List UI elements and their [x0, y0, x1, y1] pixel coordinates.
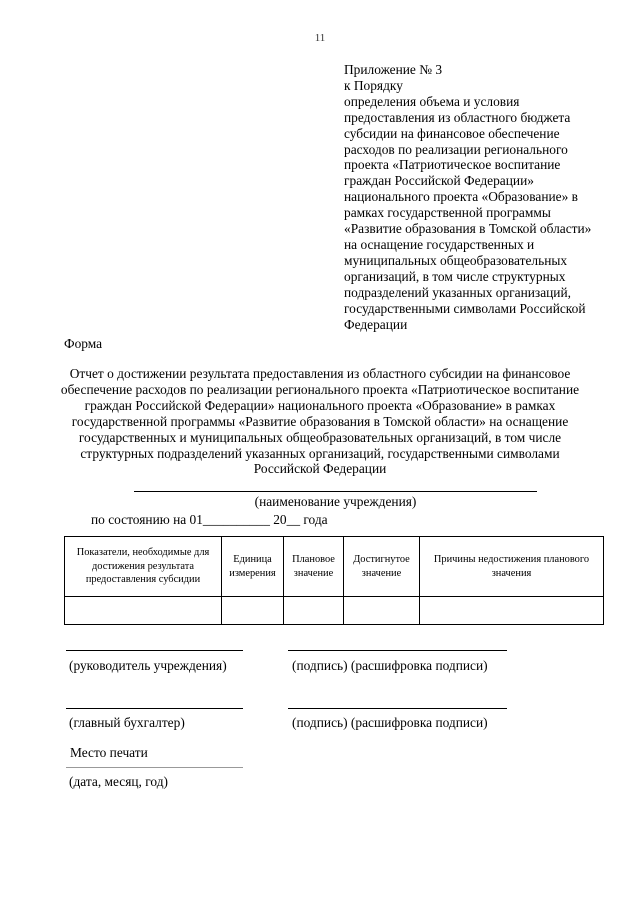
table-row: [65, 597, 604, 625]
appendix-line: проекта «Патриотическое воспитание: [344, 157, 561, 173]
org-name-caption: (наименование учреждения): [254, 494, 417, 509]
org-name-underline: [134, 491, 537, 492]
appendix-line: субсидии на финансовое обеспечение: [344, 125, 560, 141]
table-cell: [222, 597, 284, 625]
appendix-line: на оснащение государственных и: [344, 236, 535, 252]
header-indicators: Показатели, необходимые для достижения результата предоставления субсидии: [65, 537, 222, 597]
seal-place: Место печати: [70, 745, 148, 760]
report-title-line: граждан Российской Федерации» национального проекта «Образование» в рамках: [84, 397, 556, 413]
header-achieved: Достигнутое значение: [344, 537, 420, 597]
header-planned: Плановое значение: [284, 537, 344, 597]
appendix-line: Федерации: [344, 316, 408, 332]
appendix-line: национального проекта «Образование» в: [344, 189, 578, 205]
appendix-line: муниципальных общеобразовательных: [344, 252, 568, 268]
report-title-line: государственных и муниципальных общеобразовательных организаций, в том числе: [78, 429, 562, 445]
report-title-line: структурных подразделений указанных организаций, государственными символами: [80, 445, 560, 461]
appendix-line: «Развитие образования в Томской области»: [344, 221, 592, 237]
table-cell: [420, 597, 604, 625]
report-title-line: Российской Федерации: [253, 461, 387, 477]
appendix-line: граждан Российской Федерации»: [344, 173, 534, 189]
as-of-date-line: по состоянию на 01__________ 20__ года: [91, 512, 328, 527]
accountant-signature-line: [66, 708, 243, 709]
report-table: [64, 536, 604, 625]
head-caption: (руководитель учреждения): [69, 658, 227, 673]
appendix-block: [344, 62, 614, 332]
appendix-line: предоставления из областного бюджета: [344, 109, 571, 125]
appendix-line: государственными символами Российской: [344, 300, 586, 316]
accountant-caption: (главный бухгалтер): [69, 715, 185, 730]
header-reasons: Причины недостижения планового значения: [420, 537, 604, 597]
report-title: [60, 366, 580, 477]
head-sign-decode-line: [288, 650, 507, 651]
table-header-row: [65, 537, 604, 597]
appendix-line: подразделений указанных организаций,: [344, 284, 571, 300]
accountant-sign-caption: (подпись) (расшифровка подписи): [292, 715, 488, 730]
date-caption: (дата, месяц, год): [69, 774, 168, 789]
head-sign-caption: (подпись) (расшифровка подписи): [292, 658, 488, 673]
table-cell: [284, 597, 344, 625]
appendix-line: к Порядку: [344, 77, 403, 93]
page-number: 11: [314, 32, 326, 44]
appendix-line: организаций, в том числе структурных: [344, 268, 566, 284]
table-cell: [344, 597, 420, 625]
appendix-line: определения объема и условия: [344, 93, 520, 109]
accountant-sign-decode-line: [288, 708, 507, 709]
form-label: Форма: [64, 336, 103, 351]
report-title-line: обеспечение расходов по реализации регионального проекта «Патриотическое воспитание: [60, 381, 580, 397]
table-cell: [65, 597, 222, 625]
appendix-line: расходов по реализации регионального: [344, 141, 568, 157]
head-signature-line: [66, 650, 243, 651]
report-title-line: Отчет о достижении результата предоставления из областного субсидии на финансовое: [69, 366, 571, 381]
appendix-line: Приложение № 3: [344, 62, 443, 77]
header-unit: Единица измерения: [222, 537, 284, 597]
appendix-line: рамках государственной программы: [344, 205, 551, 221]
date-line: [66, 767, 243, 768]
report-title-line: государственной программы «Развитие образования в Томской области» на оснащение: [71, 413, 569, 429]
